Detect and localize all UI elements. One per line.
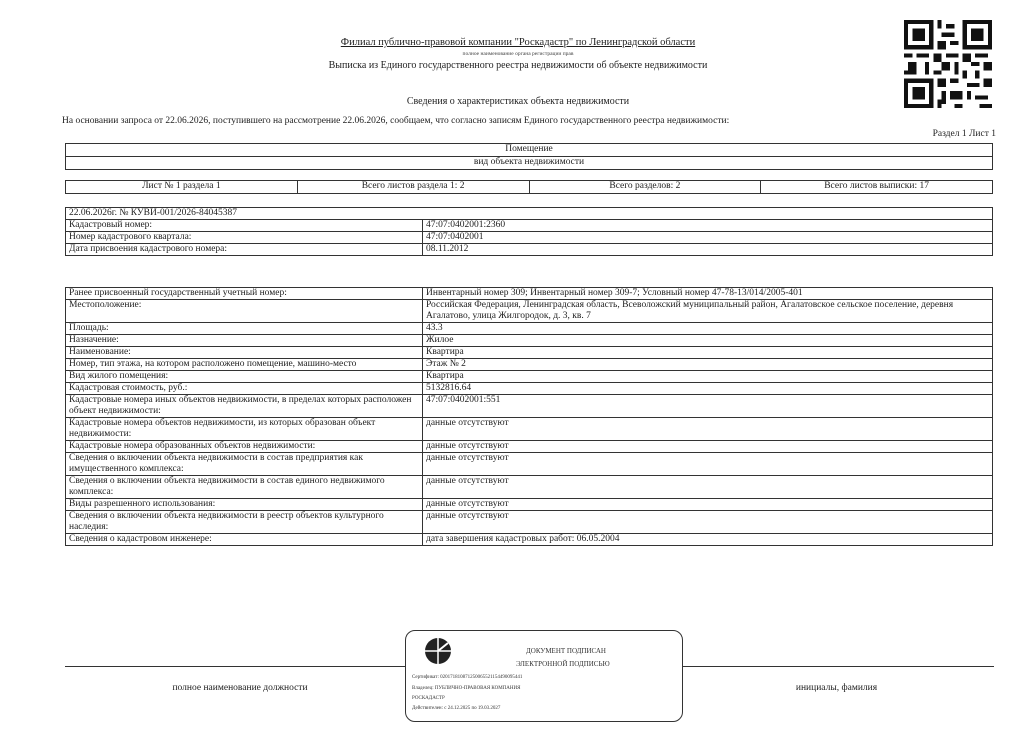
row-value: 47:07:0402001:2360 bbox=[423, 220, 993, 232]
row-value: данные отсутствуют bbox=[423, 453, 993, 476]
table-row bbox=[66, 244, 993, 256]
table-row bbox=[66, 347, 993, 359]
row-label: Вид жилого помещения: bbox=[66, 371, 423, 383]
request-date-number: 22.06.2026г. № КУВИ-001/2026-84045387 bbox=[66, 208, 993, 220]
stamp-owner: Владелец: ПУБЛИЧНО-ПРАВОВАЯ КОМПАНИЯ bbox=[412, 686, 521, 691]
row-label: Ранее присвоенный государственный учетный номер: bbox=[66, 288, 423, 300]
table-row bbox=[66, 232, 993, 244]
row-label: Наименование: bbox=[66, 347, 423, 359]
table-row bbox=[66, 418, 993, 441]
object-name: Помещение bbox=[66, 144, 993, 157]
row-label: Кадастровая стоимость, руб.: bbox=[66, 383, 423, 395]
row-label: Кадастровый номер: bbox=[66, 220, 423, 232]
name-label: инициалы, фамилия bbox=[795, 683, 878, 693]
sheets-in-section: Всего листов раздела 1: 2 bbox=[297, 181, 529, 194]
e-signature-stamp bbox=[405, 630, 683, 722]
basis-text: На основании запроса от 22.06.2026, поступившего на рассмотрение 22.06.2026, сообщаем, что согласно записям Единого государственного реестра недвижимости: bbox=[62, 116, 730, 126]
row-value: данные отсутствуют bbox=[423, 476, 993, 499]
table-row bbox=[66, 383, 993, 395]
table-row bbox=[66, 220, 993, 232]
stamp-valid: Действителен: с 24.12.2025 по 19.03.2027 bbox=[412, 706, 501, 711]
row-value: данные отсутствуют bbox=[423, 418, 993, 441]
row-label: Номер, тип этажа, на котором расположено помещение, машино-место bbox=[66, 359, 423, 371]
row-value: 47:07:0402001:551 bbox=[423, 395, 993, 418]
row-label: Виды разрешенного использования: bbox=[66, 499, 423, 511]
row-value: Квартира bbox=[423, 371, 993, 383]
branch-name: Филиал публично-правовой компании "Роскадастр" по Ленинградской области bbox=[340, 37, 696, 48]
row-value: 08.11.2012 bbox=[423, 244, 993, 256]
row-value: данные отсутствуют bbox=[423, 441, 993, 453]
branch-note: полное наименование органа регистрации прав bbox=[462, 51, 574, 57]
sheets-table bbox=[65, 180, 993, 194]
table-row bbox=[66, 323, 993, 335]
sheet-number: Лист № 1 раздела 1 bbox=[66, 181, 298, 194]
table-row bbox=[66, 288, 993, 300]
row-label: Кадастровые номера образованных объектов недвижимости: bbox=[66, 441, 423, 453]
table-row bbox=[66, 371, 993, 383]
row-label: Дата присвоения кадастрового номера: bbox=[66, 244, 423, 256]
row-value: данные отсутствуют bbox=[423, 499, 993, 511]
stamp-line-2: ЭЛЕКТРОННОЙ ПОДПИСЬЮ bbox=[516, 660, 610, 668]
object-type-table bbox=[65, 143, 993, 170]
row-label: Назначение: bbox=[66, 335, 423, 347]
row-value: 5132816.64 bbox=[423, 383, 993, 395]
stamp-line-1: ДОКУМЕНТ ПОДПИСАН bbox=[526, 647, 606, 655]
row-value: 43.3 bbox=[423, 323, 993, 335]
row-label: Сведения о включении объекта недвижимости в реестр объектов культурного наследия: bbox=[66, 511, 423, 534]
table-row bbox=[66, 476, 993, 499]
qr-code-icon bbox=[904, 20, 992, 108]
section-sheet: Раздел 1 Лист 1 bbox=[932, 129, 996, 139]
table-row bbox=[66, 359, 993, 371]
characteristics-table bbox=[65, 287, 993, 546]
table-row bbox=[66, 335, 993, 347]
row-label: Кадастровые номера иных объектов недвижимости, в пределах которых расположен объект недвижимости: bbox=[66, 395, 423, 418]
sheets-total: Всего листов выписки: 17 bbox=[761, 181, 993, 194]
row-value: Инвентарный номер 309; Инвентарный номер 309-7; Условный номер 47-78-13/014/2005-401 bbox=[423, 288, 993, 300]
basic-info-table bbox=[65, 207, 993, 256]
row-value: Жилое bbox=[423, 335, 993, 347]
row-label: Сведения о включении объекта недвижимости в состав единого недвижимого комплекса: bbox=[66, 476, 423, 499]
row-value: дата завершения кадастровых работ: 06.05.2004 bbox=[423, 534, 993, 546]
stamp-owner-2: РОСКАДАСТР bbox=[412, 696, 445, 701]
row-value: данные отсутствуют bbox=[423, 511, 993, 534]
row-label: Кадастровые номера объектов недвижимости, из которых образован объект недвижимости: bbox=[66, 418, 423, 441]
row-value: 47:07:0402001 bbox=[423, 232, 993, 244]
table-row bbox=[66, 300, 993, 323]
document-title: Выписка из Единого государственного реестра недвижимости об объекте недвижимости bbox=[328, 60, 708, 71]
stamp-cert: Сертификат: 020171810871250065521154490095441 bbox=[412, 675, 523, 680]
row-value: Этаж № 2 bbox=[423, 359, 993, 371]
row-value: Квартира bbox=[423, 347, 993, 359]
position-label: полное наименование должности bbox=[172, 683, 308, 693]
row-label: Номер кадастрового квартала: bbox=[66, 232, 423, 244]
table-row bbox=[66, 511, 993, 534]
table-row bbox=[66, 395, 993, 418]
table-row bbox=[66, 499, 993, 511]
row-label: Сведения о включении объекта недвижимости в состав предприятия как имущественного комплекса: bbox=[66, 453, 423, 476]
row-label: Местоположение: bbox=[66, 300, 423, 323]
row-label: Площадь: bbox=[66, 323, 423, 335]
table-row bbox=[66, 534, 993, 546]
object-type-label: вид объекта недвижимости bbox=[66, 157, 993, 170]
table-row bbox=[66, 453, 993, 476]
sections-count: Всего разделов: 2 bbox=[529, 181, 761, 194]
row-label: Сведения о кадастровом инженере: bbox=[66, 534, 423, 546]
table-row bbox=[66, 441, 993, 453]
info-title: Сведения о характеристиках объекта недвижимости bbox=[406, 96, 630, 107]
row-value: Российская Федерация, Ленинградская область, Всеволожский муниципальный район, Агалатовское сельское поселение, деревня Агалатово, улица Жилгородок, д. 3, кв. 7 bbox=[423, 300, 993, 323]
emblem-icon bbox=[424, 637, 452, 665]
